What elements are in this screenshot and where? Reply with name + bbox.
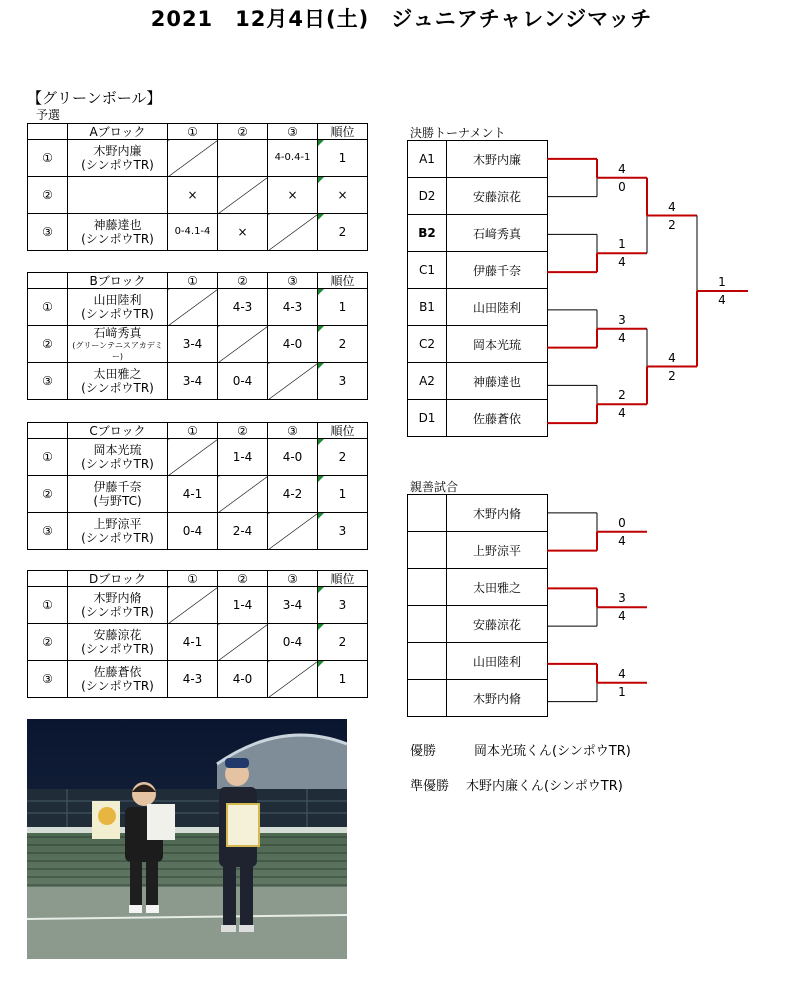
rank-value: 3	[338, 524, 347, 538]
bracket-score: 4	[618, 609, 626, 624]
score-cell: 3-4	[168, 326, 218, 363]
friendly-player-name: 山田陸利	[447, 643, 548, 680]
rank-value: 1	[338, 672, 347, 686]
final-tournament-label: 決勝トーナメント	[410, 126, 506, 140]
score-cell: 1-4	[218, 439, 268, 476]
runner-up-name: 木野内廉くん(シンポウTR)	[466, 779, 623, 794]
seed-label: D2	[408, 178, 447, 215]
player-club: (シンポウTR)	[81, 642, 154, 656]
score-cell: 0-4	[218, 363, 268, 400]
player-club: (シンポウTR)	[81, 457, 154, 471]
player-club: (シンポウTR)	[81, 605, 154, 619]
player-name: 伊藤千奈	[93, 480, 142, 494]
rank-value: 2	[338, 450, 347, 464]
bracket-score: 0	[618, 179, 626, 194]
col-header: ③	[268, 273, 318, 289]
col-header: ③	[268, 571, 318, 587]
score-cell: 4-3	[168, 661, 218, 698]
player-club: (シンポウTR)	[81, 232, 154, 246]
row-number: ①	[28, 439, 68, 476]
bracket-score: 4	[668, 350, 676, 365]
friendly-player-name: 木野内脩	[447, 680, 548, 717]
player-club: (グリーンテニスアカデミー)	[72, 341, 163, 361]
player-club: (シンポウTR)	[81, 531, 154, 545]
bracket-player-name: 石﨑秀真	[447, 215, 548, 252]
bracket-score: 4	[618, 533, 626, 548]
player-name: 山田陸利	[93, 293, 142, 307]
player-club: (シンポウTR)	[81, 679, 154, 693]
row-number: ③	[28, 513, 68, 550]
friendly-player-name: 上野涼平	[447, 532, 548, 569]
friendly-match-label: 親善試合	[410, 480, 459, 494]
row-number: ②	[28, 476, 68, 513]
friendly-player-name: 太田雅之	[447, 569, 548, 606]
player-club: (シンポウTR)	[81, 158, 154, 172]
seed-label: C1	[408, 252, 447, 289]
player-club: (シンポウTR)	[81, 307, 154, 321]
seed-label: C2	[408, 326, 447, 363]
score-cell: 4-0	[268, 439, 318, 476]
page-title: 2021 12月4日(土) ジュニアチャレンジマッチ	[150, 7, 653, 31]
bracket-score: 2	[668, 368, 676, 383]
col-header: ①	[168, 423, 218, 439]
bracket-score: 1	[618, 237, 626, 252]
score-cell: 4-1	[168, 624, 218, 661]
rank-header: 順位	[318, 423, 368, 439]
col-header: ①	[168, 124, 218, 140]
rank-value: 3	[338, 374, 347, 388]
bracket-player-name: 佐藤蒼依	[447, 400, 548, 437]
bracket-score: 4	[618, 161, 626, 176]
bracket-player-name: 木野内廉	[447, 141, 548, 178]
score-cell: 4-3	[268, 289, 318, 326]
block-name: Cブロック	[68, 423, 168, 439]
player-club: (与野TC)	[93, 494, 142, 508]
score-cell: 0-4	[168, 513, 218, 550]
row-number: ①	[28, 587, 68, 624]
bracket-score: 4	[618, 406, 626, 421]
bracket-score: 2	[618, 388, 626, 403]
row-number: ②	[28, 624, 68, 661]
score-cell: ×	[268, 177, 318, 214]
player-name: 安藤涼花	[93, 628, 142, 642]
score-cell: 0-4	[268, 624, 318, 661]
row-number: ②	[28, 177, 68, 214]
section-label: 【グリーンボール】	[27, 89, 162, 107]
score-cell: 4-0	[268, 326, 318, 363]
seed-label: D1	[408, 400, 447, 437]
row-number: ③	[28, 363, 68, 400]
rank-header: 順位	[318, 124, 368, 140]
player-name: 木野内廉	[93, 144, 142, 158]
score-cell: 2-4	[218, 513, 268, 550]
prelim-label: 予選	[36, 108, 61, 122]
bracket-player-name: 伊藤千奈	[447, 252, 548, 289]
score-cell: 4-2	[268, 476, 318, 513]
seed-label: A1	[408, 141, 447, 178]
score-cell: 3-4	[168, 363, 218, 400]
player-name: 上野涼平	[93, 517, 142, 531]
col-header: ①	[168, 571, 218, 587]
score-cell: 4-0.4-1	[268, 140, 318, 177]
runner-up-label: 準優勝	[410, 779, 450, 794]
score-cell: 4-0	[218, 661, 268, 698]
row-number: ③	[28, 661, 68, 698]
player-name: 岡本光琉	[93, 443, 142, 457]
bracket-score: 4	[618, 330, 626, 345]
row-number: ③	[28, 214, 68, 251]
row-number: ①	[28, 140, 68, 177]
rank-header: 順位	[318, 273, 368, 289]
bracket-score: 1	[718, 275, 726, 289]
bracket-score: 4	[618, 666, 626, 681]
score-cell: 4-1	[168, 476, 218, 513]
col-header: ③	[268, 423, 318, 439]
player-name: 神藤達也	[93, 218, 142, 232]
col-header: ①	[168, 273, 218, 289]
block-name: Aブロック	[68, 124, 168, 140]
seed-label: B2	[408, 215, 447, 252]
player-name: 太田雅之	[93, 367, 142, 381]
rank-value: 2	[338, 337, 347, 351]
bracket-player-name: 山田陸利	[447, 289, 548, 326]
score-cell: 3-4	[268, 587, 318, 624]
col-header: ③	[268, 124, 318, 140]
winner-name: 岡本光琉くん(シンポウTR)	[474, 744, 631, 759]
player-name: 木野内脩	[93, 591, 142, 605]
rank-header: 順位	[318, 571, 368, 587]
winners-photo	[27, 719, 347, 959]
player-club: (シンポウTR)	[81, 381, 154, 395]
score-cell: ×	[218, 214, 268, 251]
bracket-score: 4	[718, 293, 726, 307]
score-cell: 1-4	[218, 587, 268, 624]
bracket-score: 4	[618, 255, 626, 270]
col-header: ②	[218, 273, 268, 289]
col-header: ②	[218, 571, 268, 587]
winner-label: 優勝	[410, 744, 437, 759]
bracket-player-name: 安藤涼花	[447, 178, 548, 215]
rank-value: 1	[338, 300, 347, 314]
bracket-player-name: 岡本光琉	[447, 326, 548, 363]
row-number: ②	[28, 326, 68, 363]
rank-value: 1	[338, 151, 347, 165]
bracket-score: 1	[618, 684, 626, 699]
rank-value: 2	[338, 225, 347, 239]
score-cell: ×	[168, 177, 218, 214]
bracket-score: 3	[618, 591, 626, 606]
score-cell: 0-4.1-4	[168, 214, 218, 251]
rank-value: 1	[338, 487, 347, 501]
bracket-score: 0	[618, 515, 626, 530]
seed-label: A2	[408, 363, 447, 400]
rank-value: ×	[337, 188, 348, 202]
player-name: 石﨑秀真	[93, 326, 142, 340]
block-name: Dブロック	[68, 571, 168, 587]
bracket-player-name: 神藤達也	[447, 363, 548, 400]
friendly-player-name: 安藤涼花	[447, 606, 548, 643]
row-number: ①	[28, 289, 68, 326]
rank-value: 3	[338, 598, 347, 612]
friendly-player-name: 木野内脩	[447, 495, 548, 532]
player-name: 佐藤蒼依	[93, 665, 142, 679]
col-header: ②	[218, 423, 268, 439]
block-name: Bブロック	[68, 273, 168, 289]
col-header: ②	[218, 124, 268, 140]
seed-label: B1	[408, 289, 447, 326]
rank-value: 2	[338, 635, 347, 649]
score-cell: 4-3	[218, 289, 268, 326]
bracket-score: 3	[618, 312, 626, 327]
bracket-score: 4	[668, 199, 676, 214]
bracket-score: 2	[668, 217, 676, 232]
